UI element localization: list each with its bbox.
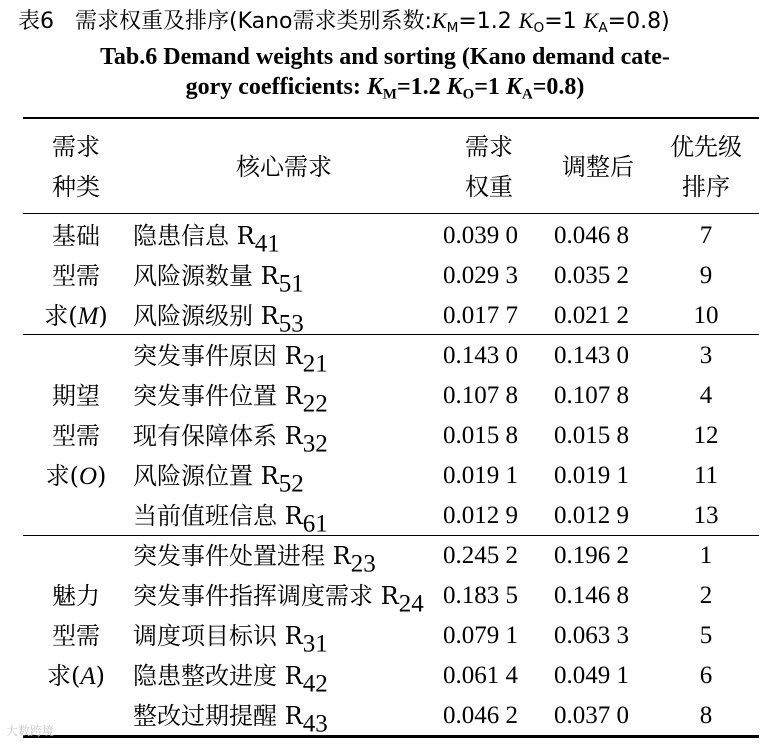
demand-weight: 0.107 8: [443, 382, 518, 409]
demand-weight: 0.019 1: [443, 462, 518, 489]
core-demand: [133, 576, 424, 616]
group-label-text: 求(: [46, 662, 81, 690]
demand-weight: 0.079 1: [443, 622, 518, 649]
coef-ko-value: =1: [544, 9, 577, 34]
group-label-text: 魅力: [52, 582, 100, 610]
core-demand-name: 现有保障体系 R: [133, 422, 303, 450]
adjusted-weight: 0.021 2: [554, 302, 629, 329]
priority-rank: 7: [699, 222, 713, 249]
core-demand-code: 41: [254, 230, 280, 258]
adjusted-weight: 0.063 3: [554, 622, 629, 649]
core-demand-name: 当前值班信息 R: [133, 502, 303, 530]
coef-km: K: [431, 8, 447, 33]
priority-rank: 6: [699, 662, 713, 689]
table-top-rule: [23, 117, 759, 119]
group-label-text: 型需: [52, 622, 100, 650]
group-close: ): [97, 462, 107, 490]
demand-weight: 0.015 8: [443, 422, 518, 449]
group-label: [23, 376, 129, 497]
adjusted-weight: 0.037 0: [554, 702, 629, 729]
core-demand: [133, 496, 328, 536]
demand-weight: 0.017 7: [443, 302, 518, 329]
core-demand-name: 风险源级别 R: [133, 302, 279, 330]
core-demand: [133, 296, 304, 336]
adjusted-weight: 0.015 8: [554, 422, 629, 449]
core-demand: [133, 696, 328, 736]
priority-rank: 13: [693, 502, 719, 529]
priority-rank: 4: [699, 382, 713, 409]
caption-en-line2: gory coefficients: $K_M=1.2$ $K_O=1$ $K_A=0.8$): [185, 74, 585, 103]
group-label-text: 求(: [45, 462, 79, 490]
coef-ka-sub: A: [598, 20, 608, 37]
demand-weight: 0.245 2: [443, 542, 518, 569]
adjusted-weight: 0.049 1: [554, 662, 629, 689]
core-demand: [133, 616, 328, 656]
core-demand-name: 隐患信息 R: [133, 222, 255, 250]
adjusted-weight: 0.107 8: [554, 382, 629, 409]
group-label-line: [23, 656, 129, 697]
priority-rank: 8: [699, 702, 713, 729]
demand-weight: 0.012 9: [443, 502, 518, 529]
priority-rank: 12: [693, 422, 719, 449]
adjusted-weight: 0.196 2: [554, 542, 629, 569]
core-demand-name: 突发事件处置进程 R: [133, 542, 351, 570]
adjusted-weight: 0.019 1: [554, 462, 629, 489]
core-demand: [133, 336, 328, 376]
core-demand-code: 43: [302, 710, 328, 738]
group-label-line: [23, 576, 129, 616]
coef-km-sub: M: [446, 20, 459, 37]
core-demand: [133, 376, 328, 416]
caption-title-cn: 需求权重及排序(Kano需求类别系数:: [74, 9, 432, 34]
group-label-text: 型需: [52, 262, 100, 290]
core-demand-name: 隐患整改进度 R: [133, 662, 303, 690]
header-rule: [23, 213, 759, 214]
core-demand: [133, 536, 376, 576]
table-label: 表6: [18, 9, 54, 34]
core-demand: [133, 256, 304, 296]
core-demand-code: 24: [398, 590, 424, 618]
core-demand-code: 32: [302, 430, 328, 458]
group-label-line: [23, 296, 129, 337]
group-label-line: [23, 616, 129, 656]
core-demand-name: 风险源位置 R: [133, 462, 279, 490]
group-label-text: 基础: [52, 222, 100, 250]
group-close: ): [95, 662, 106, 690]
priority-rank: 9: [699, 262, 713, 289]
group-label-line: [23, 376, 129, 416]
core-demand-code: 31: [302, 630, 328, 658]
priority-rank: 1: [699, 542, 713, 569]
priority-rank: 11: [693, 462, 719, 489]
caption-en-line1: Tab.6 Demand weights and sorting (Kano demand cate-: [100, 44, 670, 70]
core-demand-name: 风险源数量 R: [133, 262, 279, 290]
core-demand-code: 51: [278, 270, 304, 298]
group-close: ): [98, 302, 108, 330]
group-letter: O: [78, 463, 98, 490]
adjusted-weight: 0.012 9: [554, 502, 629, 529]
header-priority: 优先级 排序: [670, 133, 742, 201]
header-core: 核心需求: [236, 153, 332, 181]
group-label-text: 期望: [52, 382, 100, 410]
core-demand-code: 53: [278, 310, 304, 338]
adjusted-weight: 0.143 0: [554, 342, 629, 369]
core-demand-code: 21: [302, 350, 328, 378]
watermark: 大数跨境: [6, 724, 55, 738]
core-demand: [133, 456, 304, 496]
core-demand: [133, 656, 328, 696]
group-label-text: 求(: [44, 302, 78, 330]
core-demand-name: 突发事件指挥调度需求 R: [133, 582, 399, 610]
core-demand-code: 23: [350, 550, 376, 578]
header-adjusted: 调整后: [562, 153, 634, 181]
priority-rank: 2: [699, 582, 713, 609]
group-label-line: [23, 456, 129, 497]
adjusted-weight: 0.035 2: [554, 262, 629, 289]
group-label-line: [23, 256, 129, 296]
core-demand-code: 42: [302, 670, 328, 698]
coef-km-value: =1.2: [458, 9, 512, 34]
adjusted-weight: 0.046 8: [554, 222, 629, 249]
header-weight: 需求 权重: [465, 133, 513, 201]
group-label: [23, 576, 129, 697]
demand-weight: 0.046 2: [443, 702, 518, 729]
group-label-line: [23, 216, 129, 256]
demand-weight: 0.183 5: [443, 582, 518, 609]
coef-ka-value: =0.8): [607, 9, 670, 34]
core-demand-code: 52: [278, 470, 304, 498]
header-category: 需求 种类: [52, 133, 100, 201]
core-demand-name: 调度项目标识 R: [133, 622, 303, 650]
demand-weight: 0.029 3: [443, 262, 518, 289]
core-demand-name: 整改过期提醒 R: [133, 702, 303, 730]
core-demand-code: 61: [302, 510, 328, 538]
core-demand: [133, 216, 280, 256]
core-demand-name: 突发事件位置 R: [133, 382, 303, 410]
core-demand-name: 突发事件原因 R: [133, 342, 303, 370]
priority-rank: 10: [693, 302, 719, 329]
group-letter: A: [80, 663, 96, 690]
core-demand-code: 22: [302, 390, 328, 418]
priority-rank: 5: [699, 622, 713, 649]
adjusted-weight: 0.146 8: [554, 582, 629, 609]
demand-weight: 0.061 4: [443, 662, 518, 689]
coef-ka: K: [583, 8, 599, 33]
demand-weight: 0.143 0: [443, 342, 518, 369]
group-label: [23, 216, 129, 337]
demand-weight: 0.039 0: [443, 222, 518, 249]
table-caption-cn: [18, 6, 770, 37]
coef-ko: K: [518, 8, 534, 33]
coef-ko-sub: O: [533, 20, 545, 37]
group-letter: M: [77, 303, 99, 330]
group-label-line: [23, 416, 129, 456]
core-demand: [133, 416, 328, 456]
group-label-text: 型需: [52, 422, 100, 450]
table-caption-en: [0, 42, 770, 102]
priority-rank: 3: [699, 342, 713, 369]
